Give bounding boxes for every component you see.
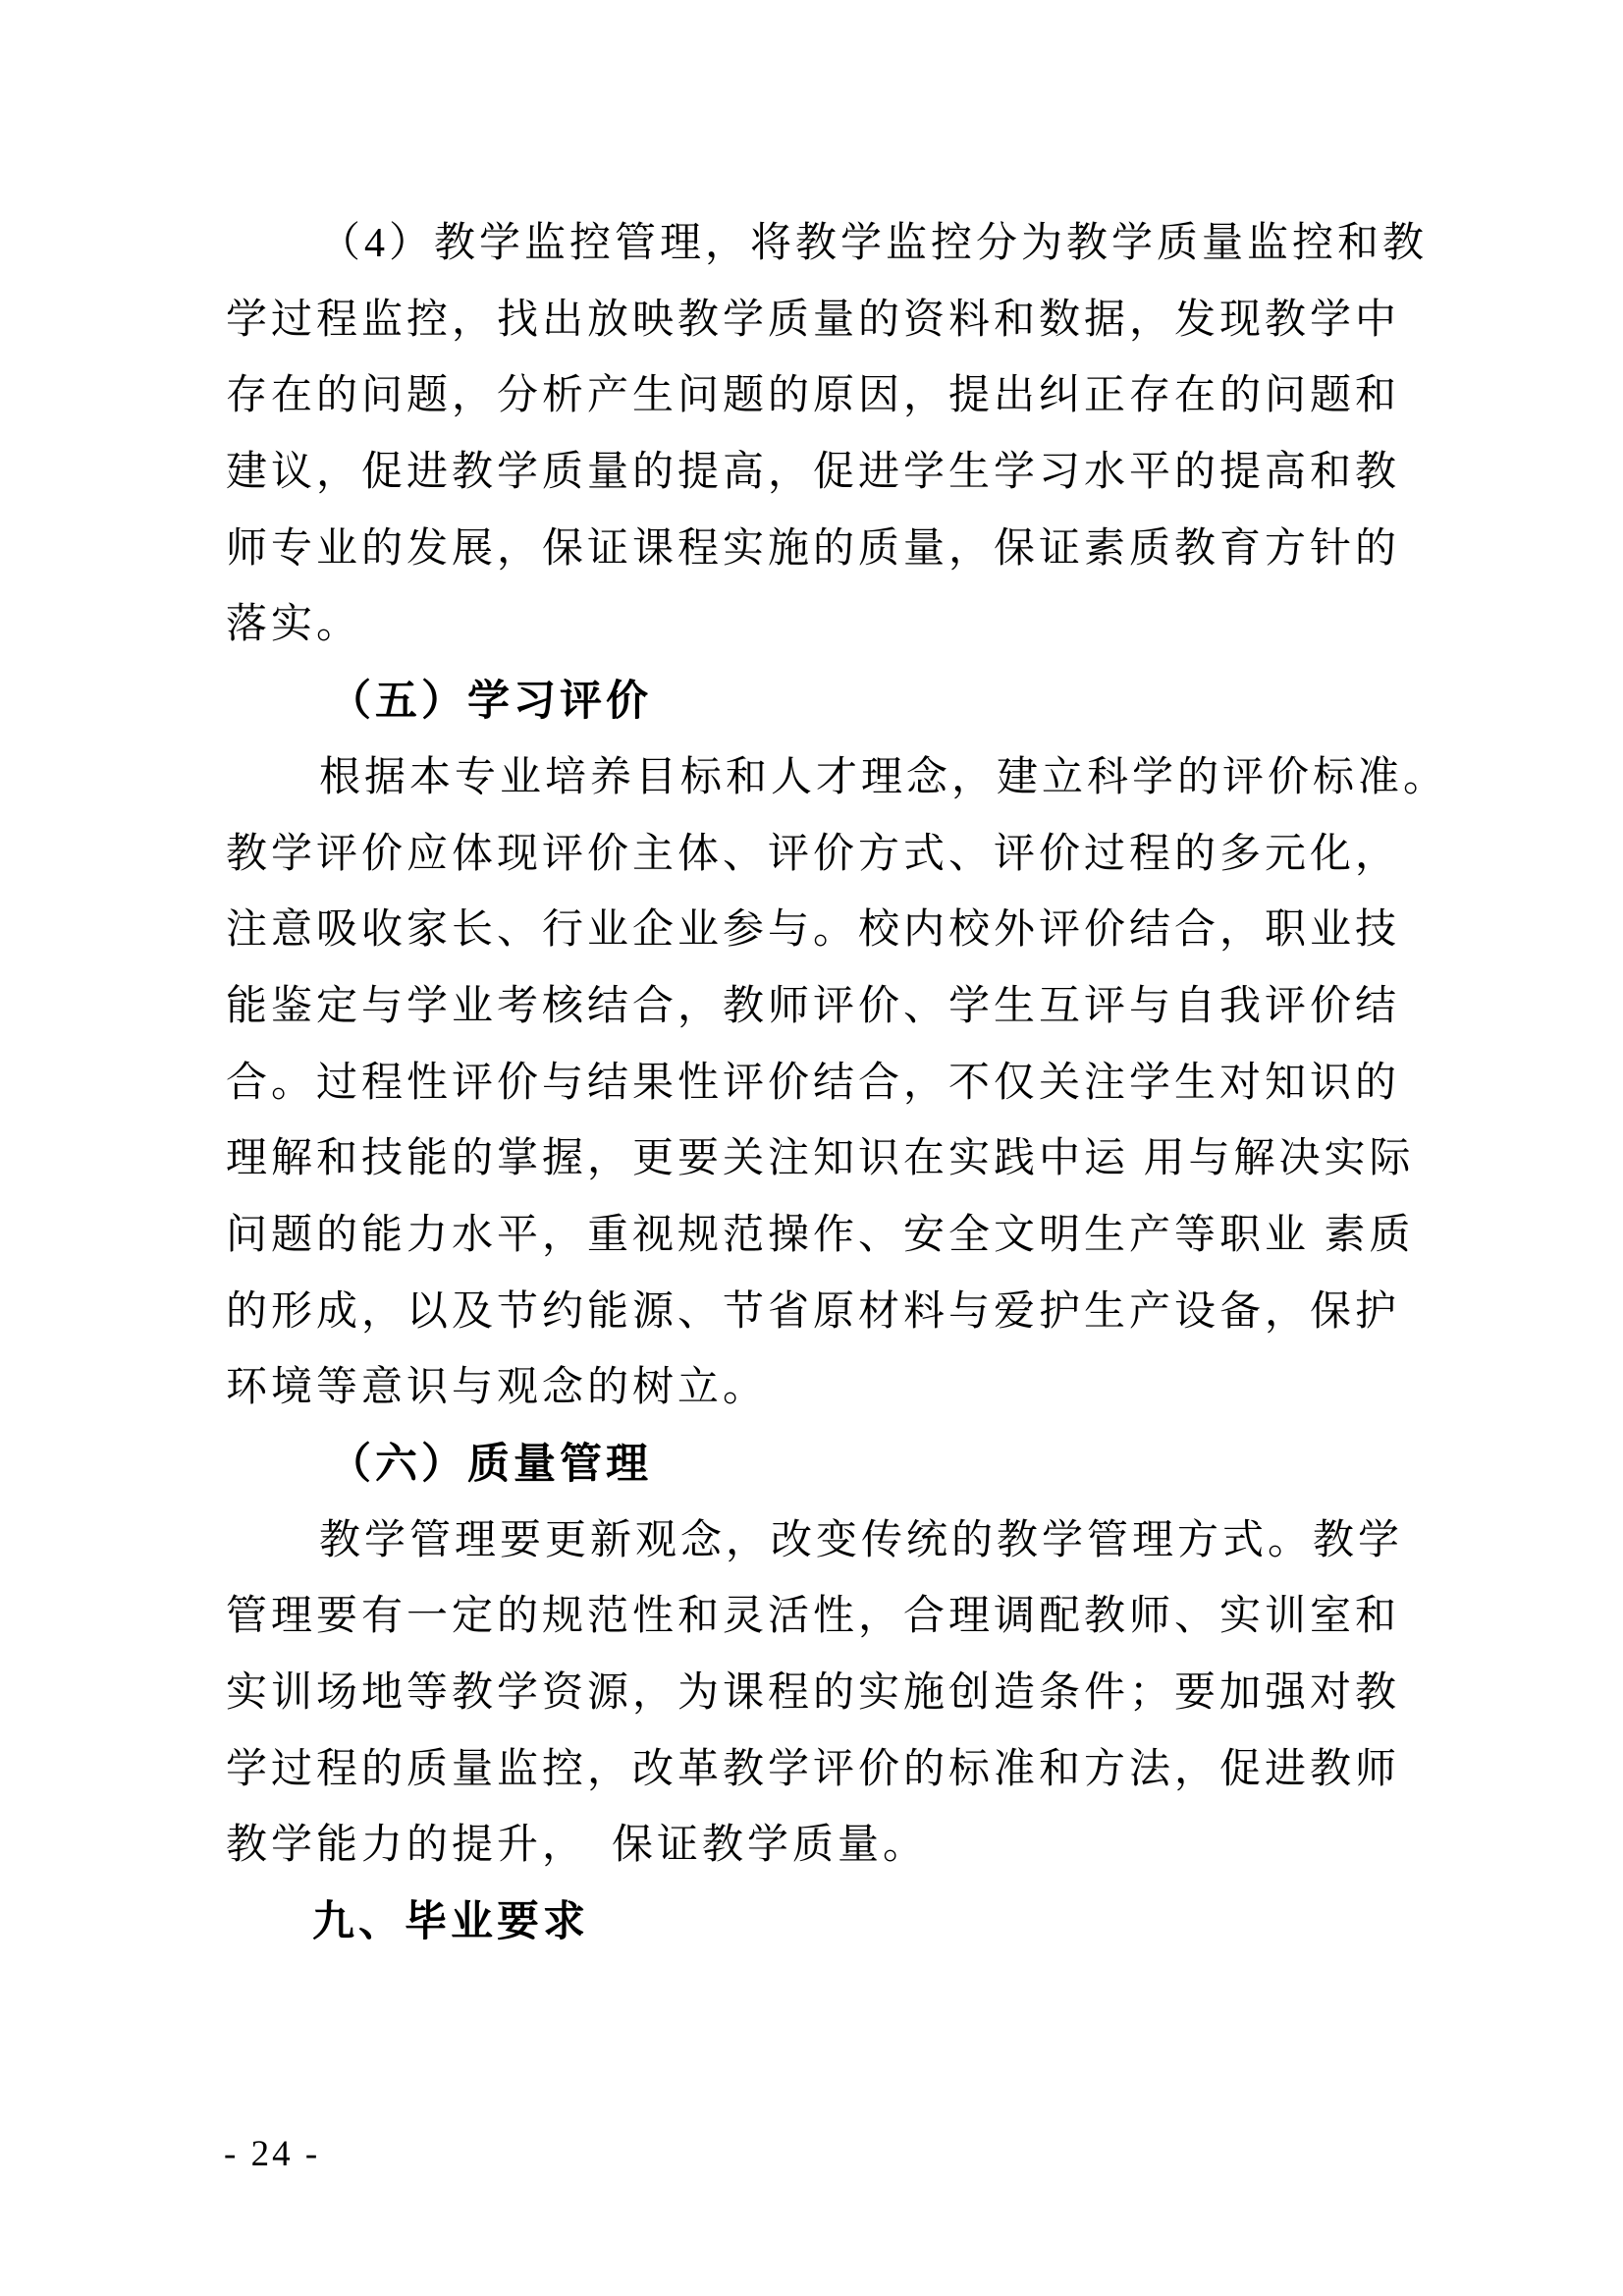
paragraph-line: 的形成，以及节约能源、节省原材料与爱护生产设备，保护 [226, 1288, 1401, 1335]
paragraph-line: 学过程监控，找出放映教学质量的资料和数据，发现教学中 [226, 297, 1401, 343]
paragraph-line: 学过程的质量监控，改革教学评价的标准和方法，促进教师 [226, 1746, 1401, 1792]
paragraph-line: （4）教学监控管理，将教学监控分为教学质量监控和教 [319, 221, 1429, 266]
paragraph-line: 教学能力的提升， 保证教学质量。 [226, 1823, 929, 1869]
paragraph-line: 建议，促进教学质量的提高，促进学生学习水平的提高和教 [226, 450, 1401, 496]
paragraph-line: 教学管理要更新观念，改变传统的教学管理方式。教学 [319, 1517, 1404, 1563]
paragraph-line: 根据本专业培养目标和人才理念，建立科学的评价标准。 [319, 754, 1449, 800]
paragraph-line: 存在的问题，分析产生问题的原因，提出纠正存在的问题和 [226, 373, 1401, 419]
page-number: - 24 - [224, 2134, 321, 2174]
paragraph-line: 管理要有一定的规范性和灵活性，合理调配教师、实训室和 [226, 1594, 1401, 1640]
paragraph-line: 能鉴定与学业考核结合，教师评价、学生互评与自我评价结 [226, 983, 1401, 1029]
section-heading-9: 九、毕业要求 [312, 1899, 589, 1946]
section-heading-5: （五）学习评价 [329, 679, 652, 726]
paragraph-line: 问题的能力水平，重视规范操作、安全文明生产等职业 素质 [226, 1212, 1415, 1258]
document-text [226, 206, 1453, 1961]
paragraph-line: 教学评价应体现评价主体、评价方式、评价过程的多元化， [226, 831, 1401, 877]
paragraph-line: 理解和技能的掌握，更要关注知识在实践中运 用与解决实际 [226, 1136, 1415, 1182]
paragraph-line: 实训场地等教学资源，为课程的实施创造条件；要加强对教 [226, 1670, 1401, 1717]
paragraph-line: 注意吸收家长、行业企业参与。校内校外评价结合，职业技 [226, 907, 1401, 954]
paragraph-line: 环境等意识与观念的树立。 [226, 1365, 769, 1411]
paragraph-line: 师专业的发展，保证课程实施的质量，保证素质教育方针的 [226, 525, 1401, 572]
paragraph-line: 落实。 [226, 602, 362, 648]
section-heading-6: （六）质量管理 [329, 1442, 652, 1488]
paragraph-line: 合。过程性评价与结果性评价结合，不仅关注学生对知识的 [226, 1060, 1401, 1106]
